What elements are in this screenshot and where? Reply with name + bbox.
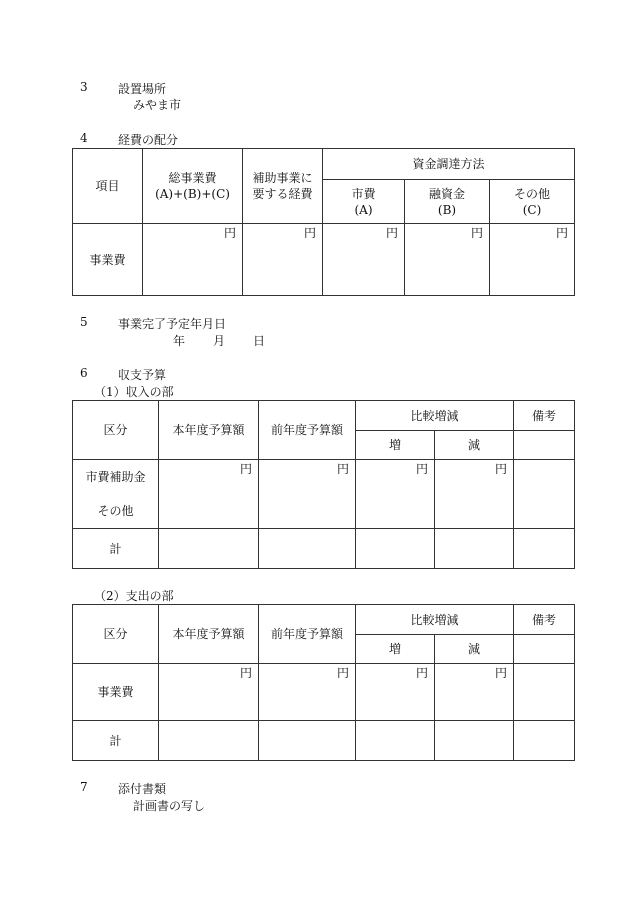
header-category: 区分: [73, 401, 159, 460]
total-cell: [435, 529, 514, 569]
yen-unit: 円: [356, 460, 435, 529]
total-cell: [159, 529, 259, 569]
header-loan-label: 融資金: [428, 186, 465, 201]
section-3-title: 設置場所: [118, 82, 167, 96]
header-total-label: 総事業費: [168, 171, 217, 185]
yen-unit: 円: [259, 664, 356, 721]
header-city-code: (A): [354, 202, 373, 217]
yen-unit: 円: [143, 224, 243, 296]
section-7-title: 添付書類: [118, 782, 167, 796]
header-city-funds: [323, 180, 405, 224]
header-subsidy-line2: 要する経費: [252, 187, 313, 201]
section-6-title: 収支予算: [118, 368, 167, 382]
section-5-number: 5: [80, 315, 88, 329]
income-row-labels: [73, 460, 159, 529]
header-loan-code: (B): [437, 202, 457, 217]
yen-unit: 円: [490, 224, 575, 296]
header-current-budget: 本年度予算額: [159, 401, 259, 460]
income-budget-table: [72, 400, 575, 569]
total-cell: [159, 721, 259, 761]
header-item: 項目: [73, 149, 143, 224]
attachment-value: 計画書の写し: [133, 799, 206, 813]
header-remarks-blank: [514, 431, 575, 460]
yen-unit: 円: [159, 664, 259, 721]
header-total-formula: (A)+(B)+(C): [155, 187, 230, 201]
header-current-budget: 本年度予算額: [159, 605, 259, 664]
row-label-project-cost: 事業費: [73, 664, 159, 721]
header-increase: 増: [356, 635, 435, 664]
header-subsidy-cost: [243, 149, 323, 224]
row-label-other: その他: [97, 504, 134, 518]
total-cell: [259, 529, 356, 569]
header-other-label: その他: [514, 186, 551, 201]
section-5-title: 事業完了予定年月日: [118, 317, 227, 331]
header-decrease: 減: [435, 431, 514, 460]
header-funding-method: 資金調達方法: [323, 149, 575, 180]
header-comparison: 比較増減: [356, 401, 514, 431]
date-month: 月: [213, 334, 226, 348]
header-decrease: 減: [435, 635, 514, 664]
date-day: 日: [253, 334, 266, 348]
yen-unit: 円: [356, 664, 435, 721]
total-cell: [259, 721, 356, 761]
yen-unit: 円: [259, 460, 356, 529]
header-remarks: 備考: [514, 401, 575, 431]
section-7-number: 7: [80, 780, 88, 794]
row-label-total: 計: [73, 721, 159, 761]
total-cell: [435, 721, 514, 761]
header-total: [143, 149, 243, 224]
yen-unit: 円: [435, 460, 514, 529]
location-value: みやま市: [133, 98, 182, 112]
section-4-title: 経費の配分: [118, 133, 179, 147]
yen-unit: 円: [159, 460, 259, 529]
row-label-city-subsidy: 市費補助金: [85, 470, 146, 484]
header-category: 区分: [73, 605, 159, 664]
header-other-code: (C): [522, 202, 542, 217]
yen-unit: 円: [243, 224, 323, 296]
yen-unit: 円: [323, 224, 405, 296]
section-3-number: 3: [80, 80, 88, 94]
expense-budget-table: [72, 604, 575, 761]
section-4-number: 4: [80, 131, 88, 145]
header-remarks-blank: [514, 635, 575, 664]
total-cell: [356, 721, 435, 761]
row-label-project-cost: 事業費: [73, 224, 143, 296]
row-label-total: 計: [73, 529, 159, 569]
header-loan: [405, 180, 490, 224]
header-subsidy-line1: 補助事業に: [252, 171, 313, 185]
total-cell: [514, 721, 575, 761]
remarks-cell: [514, 664, 575, 721]
expense-caption: （2）支出の部: [94, 589, 174, 603]
section-6-number: 6: [80, 366, 88, 380]
header-previous-budget: 前年度予算額: [259, 401, 356, 460]
total-cell: [356, 529, 435, 569]
yen-unit: 円: [405, 224, 490, 296]
expense-allocation-table: [72, 148, 575, 296]
header-remarks: 備考: [514, 605, 575, 635]
remarks-cell: [514, 460, 575, 529]
header-increase: 増: [356, 431, 435, 460]
header-previous-budget: 前年度予算額: [259, 605, 356, 664]
yen-unit: 円: [435, 664, 514, 721]
header-other: [490, 180, 575, 224]
total-cell: [514, 529, 575, 569]
date-year: 年: [173, 334, 186, 348]
header-comparison: 比較増減: [356, 605, 514, 635]
header-city-label: 市費: [351, 186, 376, 201]
income-caption: （1）収入の部: [94, 385, 174, 399]
